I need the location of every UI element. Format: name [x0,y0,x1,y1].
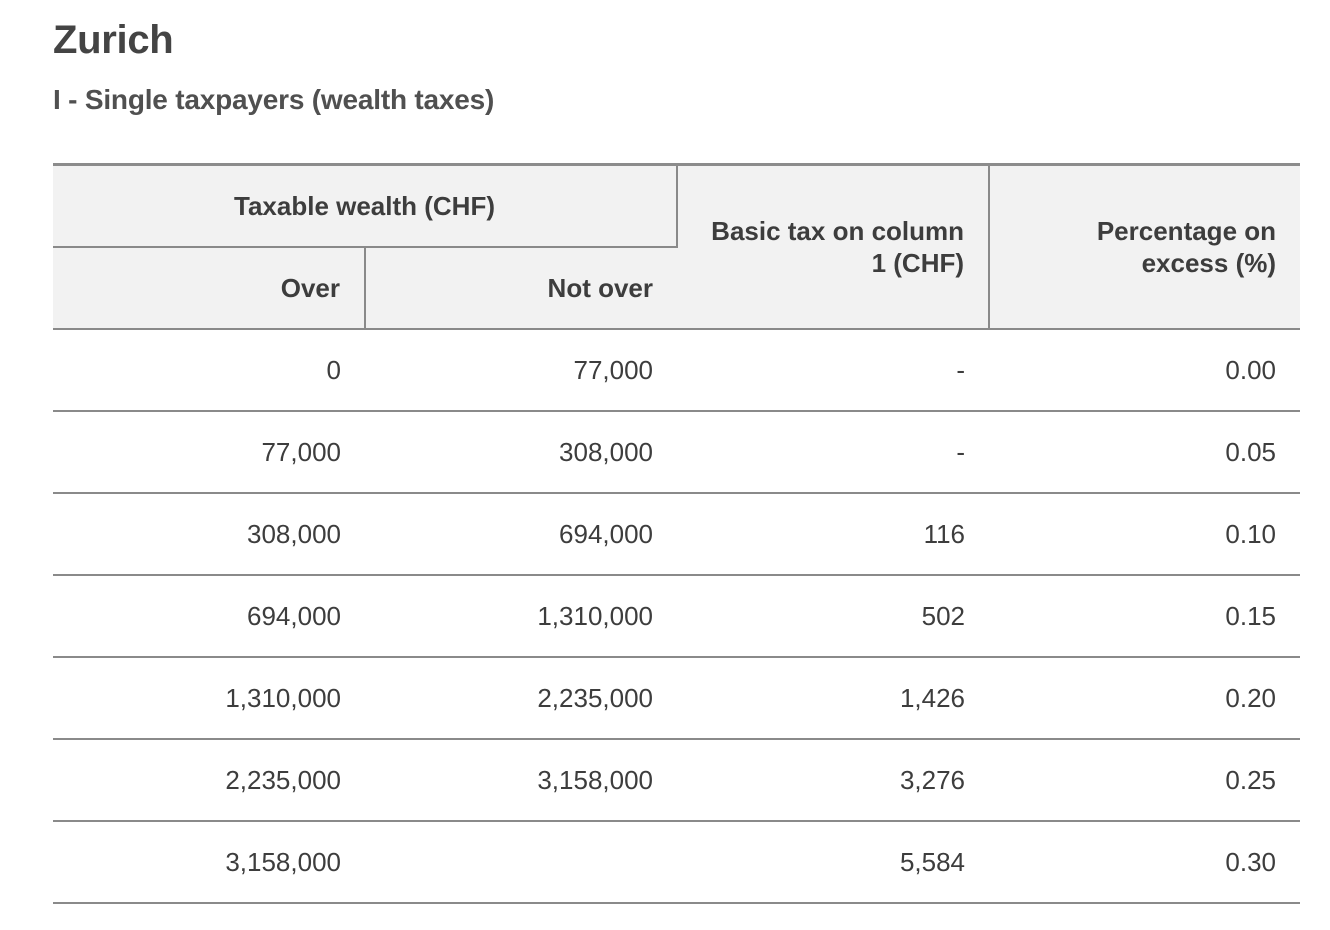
cell-basic-tax: 3,276 [677,739,989,821]
table-row [53,493,1300,575]
table-row [53,657,1300,739]
cell-over: 2,235,000 [53,739,365,821]
page-title: Zurich [53,18,174,62]
table-row [53,739,1300,821]
cell-percentage: 0.00 [989,329,1300,411]
cell-over: 0 [53,329,365,411]
cell-percentage: 0.15 [989,575,1300,657]
header-taxable-wealth: Taxable wealth (CHF) [53,165,677,248]
cell-basic-tax: 502 [677,575,989,657]
tax-rate-table [53,163,1300,904]
cell-not-over: 77,000 [365,329,677,411]
header-percentage-on-excess: Percentage on excess (%) [989,165,1300,330]
cell-basic-tax: 1,426 [677,657,989,739]
cell-percentage: 0.30 [989,821,1300,903]
cell-basic-tax: 5,584 [677,821,989,903]
cell-not-over: 1,310,000 [365,575,677,657]
cell-not-over: 2,235,000 [365,657,677,739]
cell-over: 1,310,000 [53,657,365,739]
table-body [53,329,1300,903]
cell-basic-tax: - [677,411,989,493]
cell-over: 3,158,000 [53,821,365,903]
table-row [53,411,1300,493]
cell-percentage: 0.25 [989,739,1300,821]
header-basic-tax: Basic tax on column 1 (CHF) [677,165,989,330]
table-row [53,329,1300,411]
cell-basic-tax: 116 [677,493,989,575]
cell-percentage: 0.05 [989,411,1300,493]
table-row [53,575,1300,657]
table-header [53,165,1300,330]
header-row-top [53,165,1300,248]
cell-percentage: 0.10 [989,493,1300,575]
cell-over: 77,000 [53,411,365,493]
header-over: Over [53,247,365,329]
cell-over: 308,000 [53,493,365,575]
cell-not-over [365,821,677,903]
table-row [53,821,1300,903]
cell-not-over: 308,000 [365,411,677,493]
cell-not-over: 3,158,000 [365,739,677,821]
section-title: I - Single taxpayers (wealth taxes) [53,84,495,115]
cell-not-over: 694,000 [365,493,677,575]
cell-over: 694,000 [53,575,365,657]
header-not-over: Not over [365,247,677,329]
cell-percentage: 0.20 [989,657,1300,739]
cell-basic-tax: - [677,329,989,411]
